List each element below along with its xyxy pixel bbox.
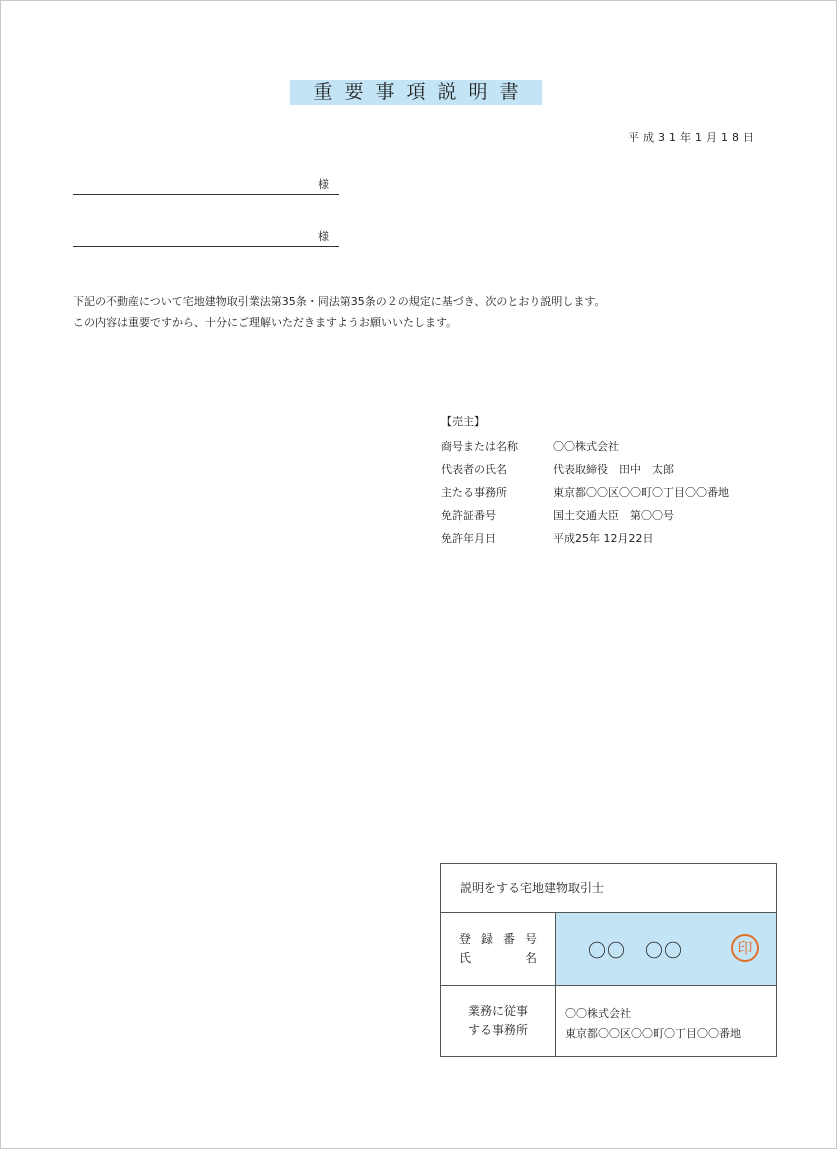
addressee-suffix: 様 <box>318 178 329 191</box>
seller-label: 主たる事務所 <box>441 486 507 499</box>
seller-value: 平成25年 12月22日 <box>553 532 654 545</box>
seller-label: 免許証番号 <box>441 509 496 522</box>
agent-name-field[interactable] <box>556 913 776 986</box>
addressee-line-1 <box>73 172 339 195</box>
seller-label: 代表者の氏名 <box>441 463 507 476</box>
seller-value: 代表取締役 田中 太郎 <box>553 463 674 476</box>
intro-text <box>73 291 605 333</box>
seller-label: 免許年月日 <box>441 532 496 545</box>
seller-info <box>441 412 729 550</box>
agent-office-field[interactable] <box>556 986 776 1056</box>
seller-value: 東京都〇〇区〇〇町〇丁目〇〇番地 <box>553 486 729 499</box>
seller-row-license-date <box>441 527 729 550</box>
agent-office-name: 〇〇株式会社 <box>565 1007 631 1020</box>
seller-label: 商号または名称 <box>441 440 518 453</box>
agent-office-address: 東京都〇〇区〇〇町〇丁目〇〇番地 <box>565 1027 741 1040</box>
agent-table <box>440 863 777 1057</box>
registration-name-label: 登 録 番 号 氏 名 <box>441 913 556 986</box>
agent-name-value: 〇〇 〇〇 <box>588 941 683 962</box>
addressee-line-2 <box>73 224 339 247</box>
seller-row-office <box>441 481 729 504</box>
seller-row-company <box>441 435 729 458</box>
document-title: 重要事項説明書 <box>290 80 542 105</box>
addressee-suffix: 様 <box>318 230 329 243</box>
seller-heading: 【売主】 <box>441 415 485 428</box>
office-label: 業務に従事 する事務所 <box>441 986 556 1056</box>
intro-line-2: この内容は重要ですから、十分にご理解いただきますようお願いいたします。 <box>73 316 458 329</box>
seller-row-representative <box>441 458 729 481</box>
seller-row-license-number <box>441 504 729 527</box>
agent-table-header: 説明をする宅地建物取引士 <box>441 864 776 913</box>
document-date: 平成31年1月18日 <box>628 131 758 144</box>
seal-stamp-icon: 印 <box>731 934 759 962</box>
intro-line-1: 下記の不動産について宅地建物取引業法第35条・同法第35条の２の規定に基づき、次のとおり説明します。 <box>73 295 606 308</box>
seller-value: 国土交通大臣 第〇〇号 <box>553 509 674 522</box>
seller-value: 〇〇株式会社 <box>553 440 619 453</box>
